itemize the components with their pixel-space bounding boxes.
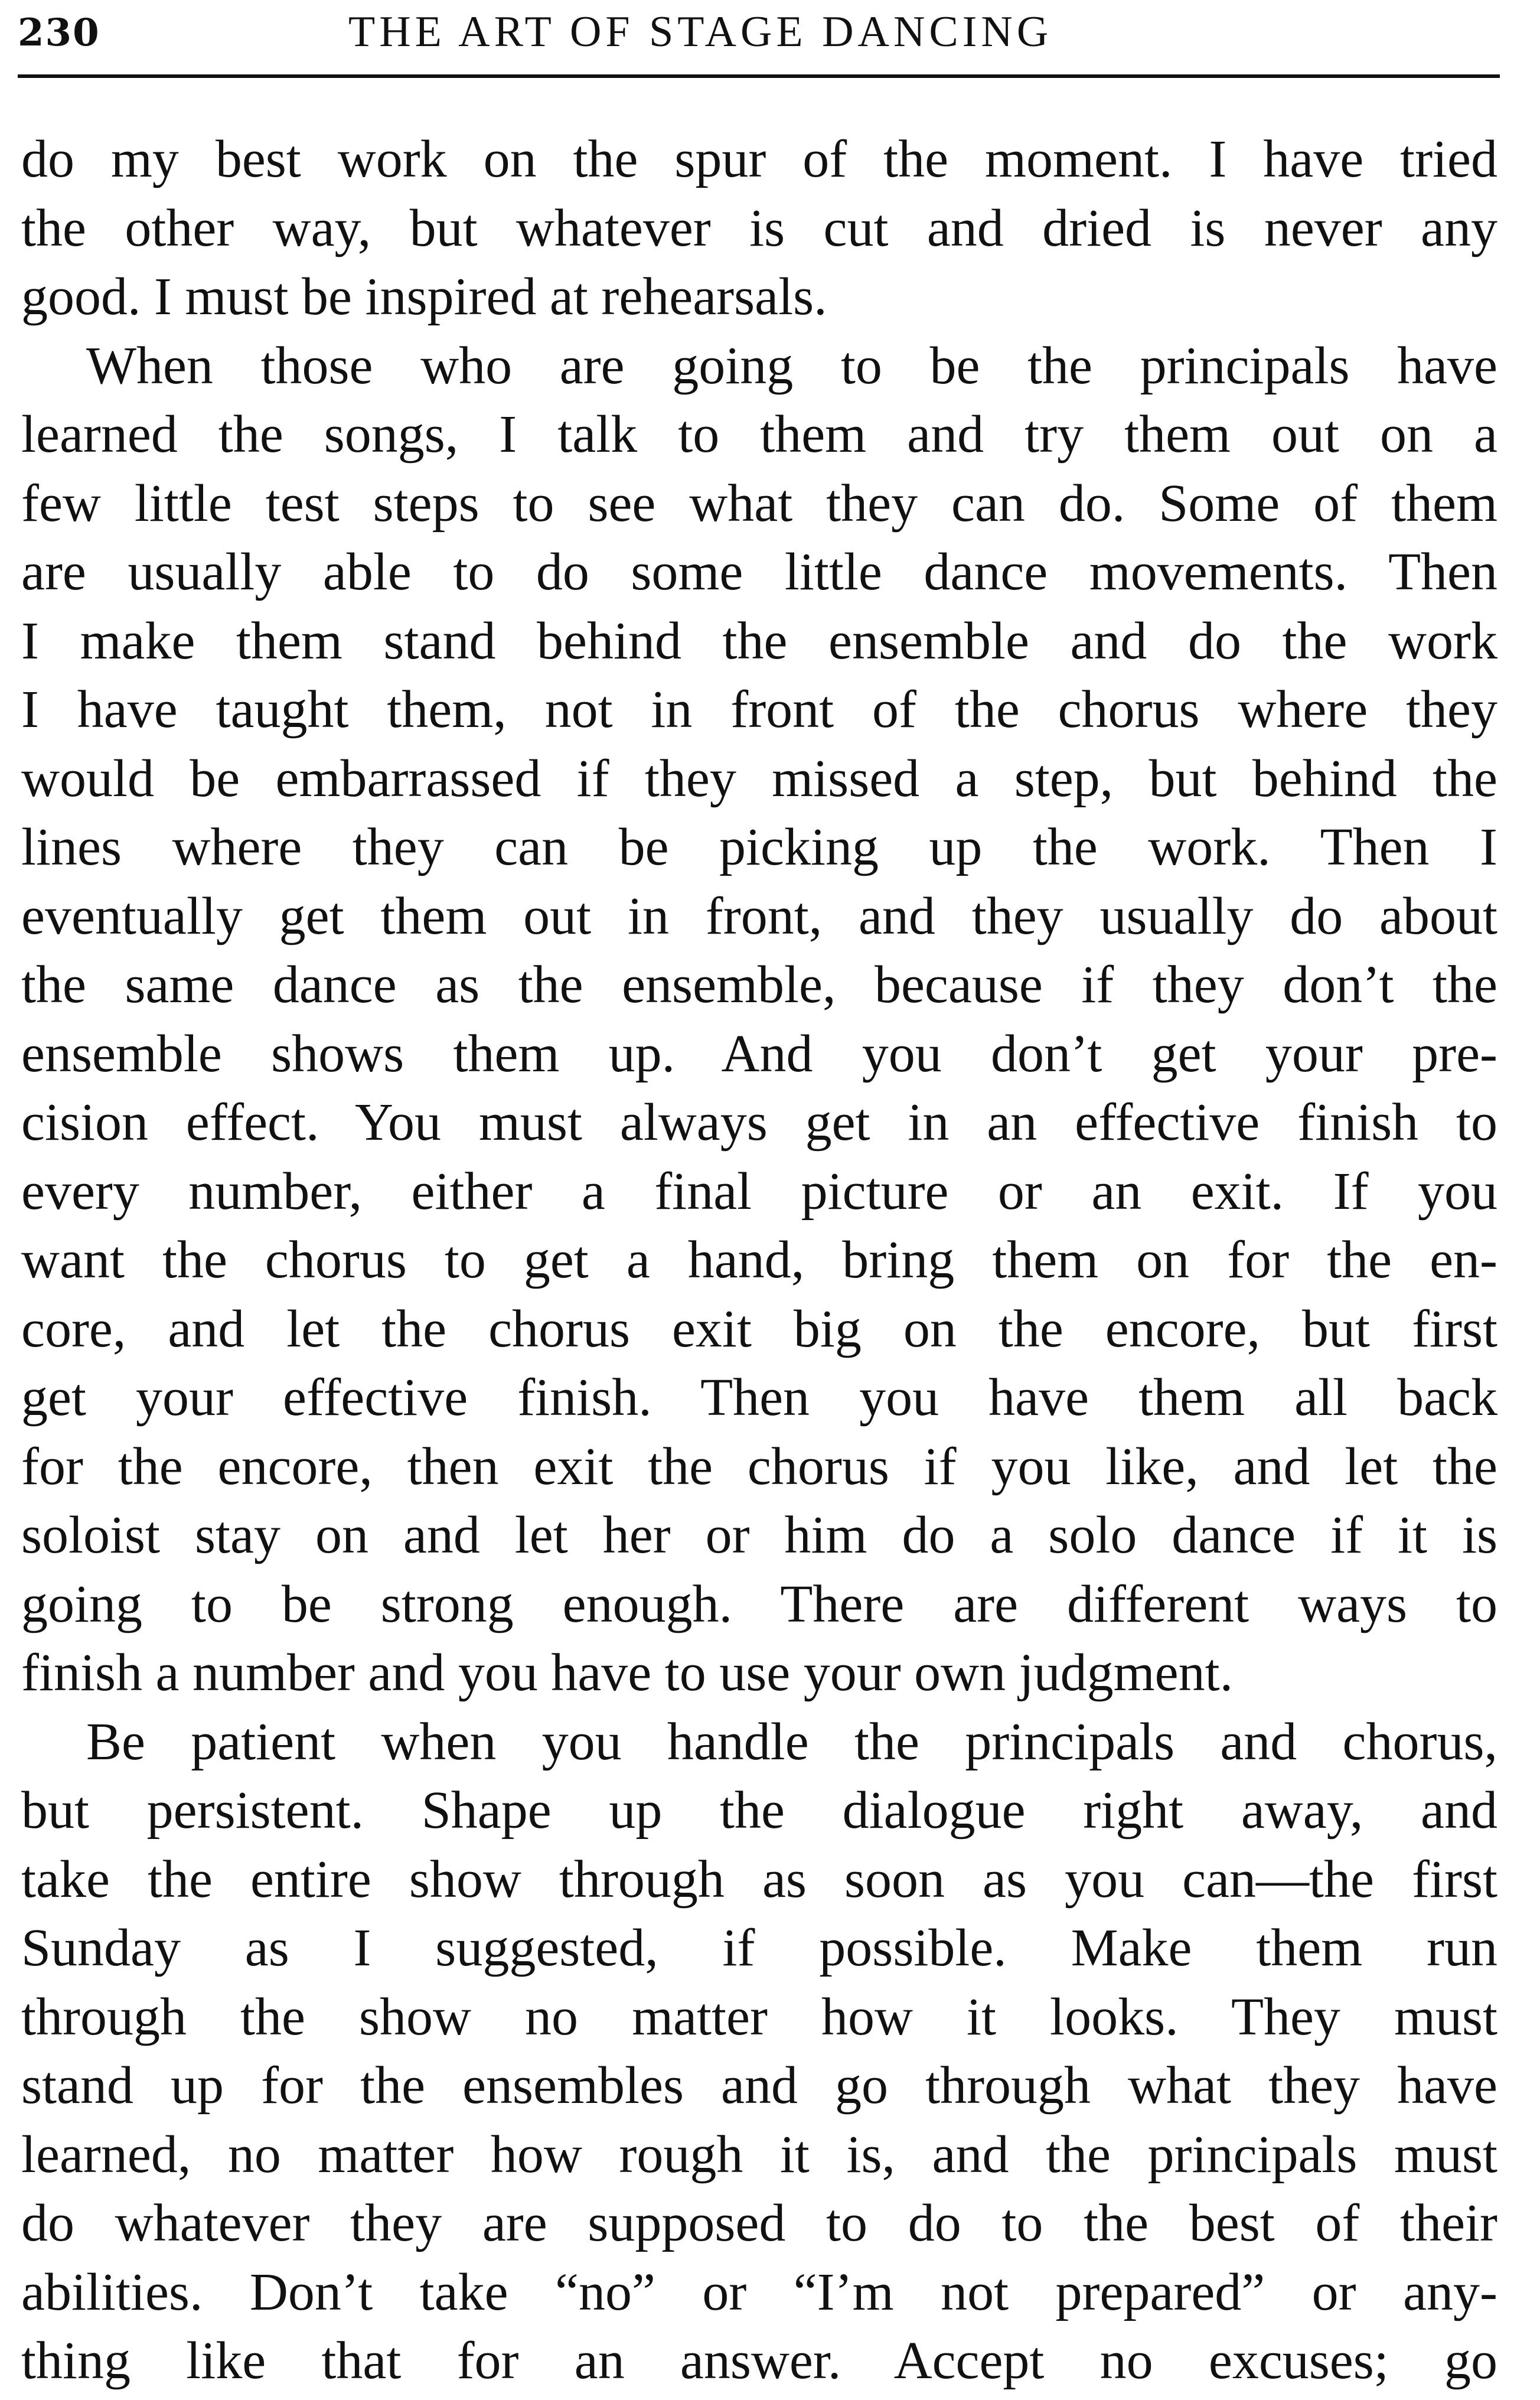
text-line: good. I must be inspired at rehearsals. xyxy=(21,268,827,326)
text-line: eventually get them out in front, and they usually do about xyxy=(21,886,1497,945)
text-line: do my best work on the spur of the moment. I have tried xyxy=(21,130,1497,188)
text-line: do whatever they are supposed to do to the best of their xyxy=(21,2194,1497,2252)
text-line: going to be strong enough. There are different ways to xyxy=(21,1574,1497,1633)
text-line: Sunday as I suggested, if possible. Make them run xyxy=(21,1919,1497,1977)
text-line: soloist stay on and let her or him do a solo dance if it is xyxy=(21,1506,1497,1564)
running-head: THE ART OF STAGE DANCING xyxy=(348,8,1053,56)
text-line: take the entire show through as soon as you can—the first xyxy=(21,1850,1497,1909)
text-line: get your effective finish. Then you have them all back xyxy=(21,1368,1497,1427)
text-line: finish a number and you have to use your own judgment. xyxy=(21,1644,1234,1702)
text-line: core, and let the chorus exit big on the encore, but first xyxy=(21,1299,1497,1358)
text-line: cision effect. You must always get in an effective finish to xyxy=(21,1093,1497,1152)
text-line: learned, no matter how rough it is, and the principals must xyxy=(21,2125,1497,2184)
text-line: abilities. Don’t take “no” or “I’m not prepared” or any- xyxy=(21,2262,1497,2321)
text-line: Be patient when you handle the principals and chorus, xyxy=(86,1712,1497,1771)
text-line: stand up for the ensembles and go through what they have xyxy=(21,2056,1497,2115)
text-line: through the show no matter how it looks. They must xyxy=(21,1987,1497,2046)
text-line: I have taught them, not in front of the chorus where they xyxy=(21,680,1497,739)
text-line: ensemble shows them up. And you don’t get your pre- xyxy=(21,1024,1497,1083)
text-line: but persistent. Shape up the dialogue right away, and xyxy=(21,1781,1497,1840)
body-text xyxy=(21,125,1497,2396)
text-line: for the encore, then exit the chorus if you like, and let the xyxy=(21,1437,1497,1496)
text-line: the other way, but whatever is cut and dried is never any xyxy=(21,198,1497,257)
text-line: learned the songs, I talk to them and try them out on a xyxy=(21,405,1497,464)
text-line: the same dance as the ensemble, because if they don’t the xyxy=(21,956,1497,1014)
text-line: want the chorus to get a hand, bring them on for the en- xyxy=(21,1231,1497,1289)
text-line: I make them stand behind the ensemble and do the work xyxy=(21,611,1497,670)
text-line: few little test steps to see what they can do. Some of them xyxy=(21,474,1497,533)
text-line: When those who are going to be the principals have xyxy=(86,336,1497,395)
text-line: every number, either a final picture or an exit. If you xyxy=(21,1162,1497,1221)
page-header xyxy=(18,4,1500,74)
text-line: are usually able to do some little dance movements. Then xyxy=(21,543,1497,601)
page-number: 230 xyxy=(18,11,100,55)
text-line: thing like that for an answer. Accept no excuses; go xyxy=(21,2331,1497,2390)
text-line: would be embarrassed if they missed a step, but behind the xyxy=(21,749,1497,808)
header-rule xyxy=(18,74,1500,78)
text-line: lines where they can be picking up the work. Then I xyxy=(21,818,1497,876)
